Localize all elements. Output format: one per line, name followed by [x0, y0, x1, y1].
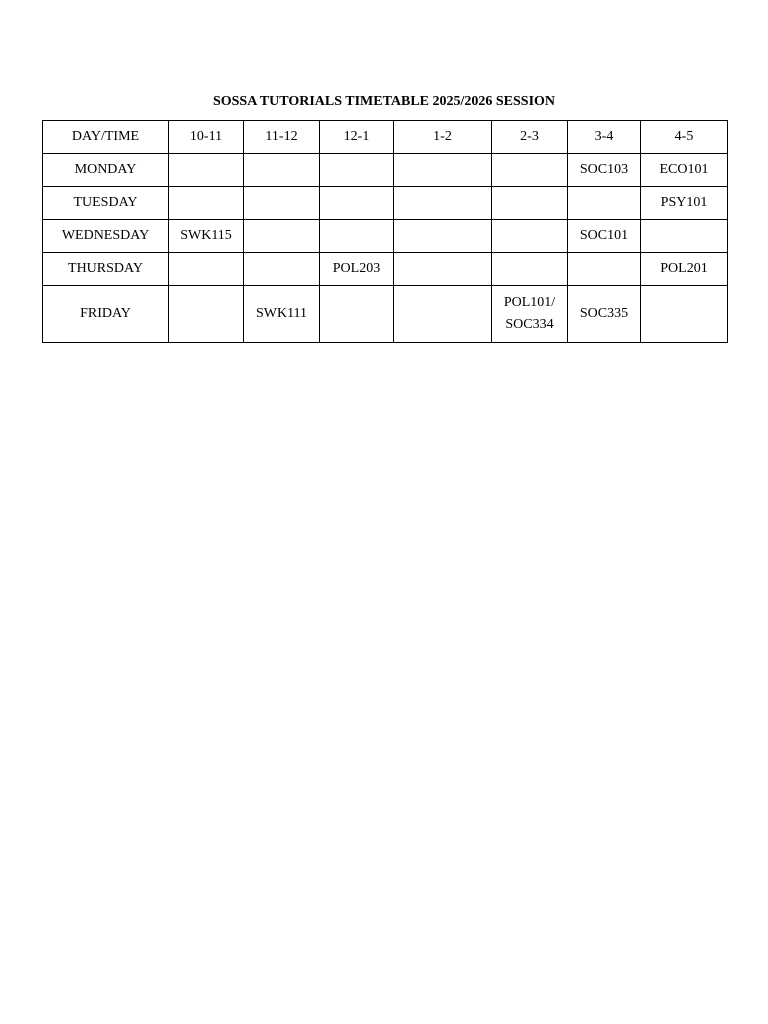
- header-cell-12-1: 12-1: [320, 121, 394, 154]
- slot-cell: [641, 286, 728, 343]
- header-cell-10-11: 10-11: [169, 121, 244, 154]
- slot-cell: [244, 154, 320, 187]
- slot-cell: POL203: [320, 253, 394, 286]
- header-cell-day-time: DAY/TIME: [43, 121, 169, 154]
- table-row-tuesday: [43, 187, 728, 220]
- slot-cell: [320, 187, 394, 220]
- cell-line: POL101/: [503, 295, 556, 310]
- table-row-thursday: [43, 253, 728, 286]
- cell-line: SOC334: [505, 317, 554, 332]
- slot-cell: [244, 187, 320, 220]
- slot-cell: [169, 286, 244, 343]
- slot-cell: POL201: [641, 253, 728, 286]
- slot-cell-multiline: [492, 286, 568, 343]
- slot-cell: [568, 253, 641, 286]
- slot-cell: [394, 253, 492, 286]
- slot-cell: SOC103: [568, 154, 641, 187]
- slot-cell: SWK115: [169, 220, 244, 253]
- table-row-monday: [43, 154, 728, 187]
- table-row-friday: [43, 286, 728, 343]
- slot-cell: [320, 286, 394, 343]
- table-row-wednesday: [43, 220, 728, 253]
- slot-cell: [244, 253, 320, 286]
- slot-cell: [169, 187, 244, 220]
- day-cell: MONDAY: [43, 154, 169, 187]
- header-cell-1-2: 1-2: [394, 121, 492, 154]
- slot-cell: PSY101: [641, 187, 728, 220]
- slot-cell: [641, 220, 728, 253]
- slot-cell: [492, 187, 568, 220]
- slot-cell: SOC101: [568, 220, 641, 253]
- header-cell-3-4: 3-4: [568, 121, 641, 154]
- slot-cell: ECO101: [641, 154, 728, 187]
- slot-cell: [394, 187, 492, 220]
- day-cell: FRIDAY: [43, 286, 169, 343]
- timetable-table: [42, 120, 728, 343]
- slot-cell: [169, 154, 244, 187]
- slot-cell: [320, 154, 394, 187]
- slot-cell: [394, 286, 492, 343]
- header-row: [43, 121, 728, 154]
- slot-cell: SWK111: [244, 286, 320, 343]
- slot-cell: [320, 220, 394, 253]
- slot-cell: [394, 220, 492, 253]
- slot-cell: [492, 220, 568, 253]
- slot-cell: [568, 187, 641, 220]
- day-cell: WEDNESDAY: [43, 220, 169, 253]
- slot-cell: SOC335: [568, 286, 641, 343]
- header-cell-2-3: 2-3: [492, 121, 568, 154]
- day-cell: THURSDAY: [43, 253, 169, 286]
- slot-cell: [492, 253, 568, 286]
- day-cell: TUESDAY: [43, 187, 169, 220]
- slot-cell: [169, 253, 244, 286]
- slot-cell: [492, 154, 568, 187]
- timetable-title: SOSSA TUTORIALS TIMETABLE 2025/2026 SESSION: [212, 94, 556, 109]
- slot-cell: [394, 154, 492, 187]
- header-cell-4-5: 4-5: [641, 121, 728, 154]
- header-cell-11-12: 11-12: [244, 121, 320, 154]
- slot-cell: [244, 220, 320, 253]
